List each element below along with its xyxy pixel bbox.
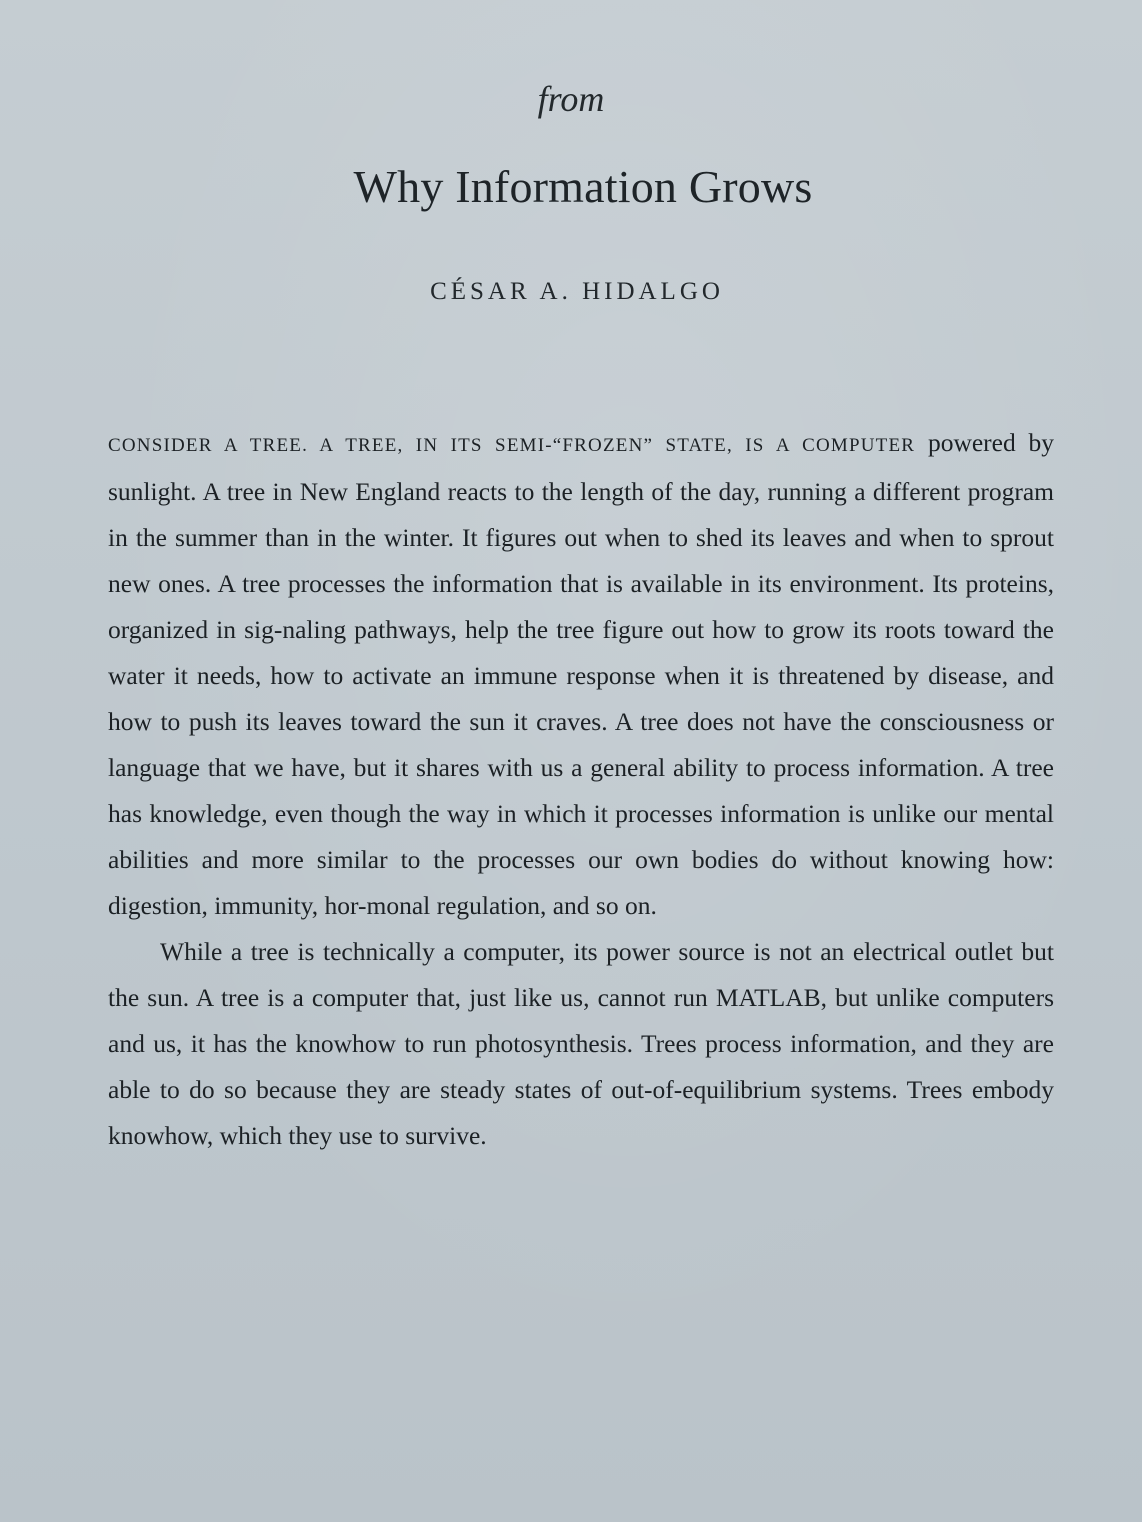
body-text xyxy=(108,420,1054,1159)
paragraph-1-body: powered by sunlight. A tree in New England reacts to the length of the day, running a different program in the summer than in the winter. It figures out when to shed its leaves and when to sprout new ones. A tree processes the information that is available in its environment. Its proteins, organized in sig-naling pathways, help the tree figure out how to grow its roots toward the water it needs, how to activate an immune response when it is threatened by disease, and how to push its leaves toward the sun it craves. A tree does not have the consciousness or language that we have, but it shares with us a general ability to process information. A tree has knowledge, even though the way in which it processes information is unlike our mental abilities and more similar to the processes our own bodies do without knowing how: digestion, immunity, hor-monal regulation, and so on. xyxy=(108,428,1055,920)
paragraph-1 xyxy=(108,420,1054,929)
author-name: CÉSAR A. HIDALGO xyxy=(430,278,724,305)
paragraph-2: While a tree is technically a computer, its power source is not an electrical outlet but the sun. A tree is a computer that, just like us, cannot run MATLAB, but unlike computers and us, it has the knowhow to run photosynthesis. Trees process information, and they are able to do so because they are steady states of out-of-equilibrium systems. Trees embody knowhow, which they use to survive. xyxy=(108,937,1054,1150)
paragraph-1-lead-smallcaps: CONSIDER A TREE. A TREE, IN ITS SEMI-“FROZEN” STATE, IS A COMPUTER xyxy=(108,435,916,456)
kicker-from: from xyxy=(537,79,605,119)
page-title: Why Information Grows xyxy=(353,161,813,212)
